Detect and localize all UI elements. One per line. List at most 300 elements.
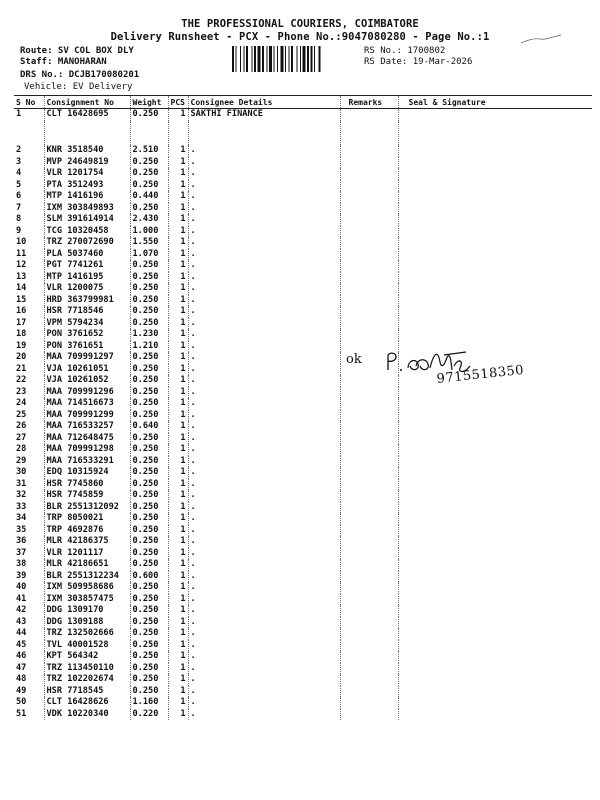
spacer-cell xyxy=(188,121,340,145)
cell-consignee: . xyxy=(188,145,340,157)
cell-signature xyxy=(398,479,592,491)
cell-remarks xyxy=(340,502,398,514)
cell-signature xyxy=(398,490,592,502)
cell-sno: 24 xyxy=(16,398,27,408)
cell-signature xyxy=(398,513,592,525)
cell-weight: 1.160 xyxy=(130,697,168,709)
cell-remarks xyxy=(340,663,398,675)
cell-consignment: PON 3761652 xyxy=(44,329,130,341)
vehicle-label: Vehicle: EV Delivery xyxy=(24,82,133,92)
cell-remarks xyxy=(340,548,398,560)
cell-sno: 33 xyxy=(16,501,27,512)
table-row xyxy=(14,605,592,617)
table-body xyxy=(14,109,592,721)
cell-pcs: 1 xyxy=(168,605,188,617)
barcode-bar xyxy=(236,46,237,72)
cell-pcs: 1 xyxy=(168,318,188,330)
col-header-weight: Weight xyxy=(130,96,168,109)
cell-consignee: . xyxy=(188,525,340,537)
col-header-consignment: Consignment No xyxy=(44,96,130,109)
cell-pcs: 1 xyxy=(168,237,188,249)
cell-weight: 0.640 xyxy=(130,421,168,433)
table-row xyxy=(14,306,592,318)
table-row xyxy=(14,709,592,721)
col-header-sno: S No xyxy=(14,96,44,109)
cell-sno: 48 xyxy=(16,674,27,684)
cell-remarks xyxy=(340,237,398,249)
table-row xyxy=(14,203,592,215)
cell-pcs: 1 xyxy=(168,341,188,353)
cell-weight: 0.220 xyxy=(130,709,168,721)
cell-signature xyxy=(398,237,592,249)
cell-consignment: VJA 10261051 xyxy=(44,364,130,376)
cell-consignment: MAA 709991299 xyxy=(44,410,130,422)
table-row xyxy=(14,571,592,583)
table-row xyxy=(14,559,592,571)
cell-weight: 2.430 xyxy=(130,214,168,226)
cell-sno: 21 xyxy=(16,363,27,374)
handwritten-phone: 9715518350 xyxy=(436,362,525,387)
barcode-bar xyxy=(244,46,245,72)
cell-remarks xyxy=(340,686,398,698)
cell-consignment: MTP 1416196 xyxy=(44,191,130,203)
cell-remarks xyxy=(340,479,398,491)
cell-remarks xyxy=(340,617,398,629)
cell-signature xyxy=(398,433,592,445)
cell-weight: 0.250 xyxy=(130,559,168,571)
barcode-bar xyxy=(314,46,315,72)
cell-consignment: HRD 363799981 xyxy=(44,295,130,307)
cell-pcs: 1 xyxy=(168,249,188,261)
cell-remarks xyxy=(340,283,398,295)
cell-pcs: 1 xyxy=(168,283,188,295)
cell-pcs: 1 xyxy=(168,109,188,122)
cell-consignment: TRZ 270072690 xyxy=(44,237,130,249)
cell-pcs: 1 xyxy=(168,571,188,583)
cell-consignment: TRZ 113450110 xyxy=(44,663,130,675)
cell-consignee: . xyxy=(188,640,340,652)
cell-consignee: . xyxy=(188,283,340,295)
cell-weight: 0.250 xyxy=(130,352,168,364)
cell-sno: 27 xyxy=(16,432,27,443)
table-row xyxy=(14,490,592,502)
table-row xyxy=(14,341,592,353)
table-row xyxy=(14,398,592,410)
cell-sno: 32 xyxy=(16,490,27,500)
cell-consignment: HSR 7745859 xyxy=(44,490,130,502)
cell-weight: 0.250 xyxy=(130,306,168,318)
cell-consignee: . xyxy=(188,686,340,698)
cell-sno: 2 xyxy=(16,145,22,155)
table-row xyxy=(14,272,592,284)
cell-sno: 29 xyxy=(16,455,27,466)
table-spacer-row xyxy=(14,121,592,145)
cell-sno: 50 xyxy=(16,697,27,707)
cell-weight: 0.250 xyxy=(130,617,168,629)
cell-consignee: . xyxy=(188,663,340,675)
cell-consignee: . xyxy=(188,479,340,491)
cell-weight: 0.250 xyxy=(130,536,168,548)
cell-consignment: TRZ 132502666 xyxy=(44,628,130,640)
cell-signature xyxy=(398,410,592,422)
cell-signature xyxy=(398,582,592,594)
cell-sno: 42 xyxy=(16,605,27,615)
table-row xyxy=(14,191,592,203)
cell-pcs: 1 xyxy=(168,697,188,709)
cell-consignee: . xyxy=(188,651,340,663)
cell-signature xyxy=(398,571,592,583)
cell-sno: 8 xyxy=(16,214,22,224)
cell-sno: 44 xyxy=(16,628,27,638)
cell-weight: 0.250 xyxy=(130,375,168,387)
cell-consignee: . xyxy=(188,364,340,376)
table-row xyxy=(14,249,592,261)
cell-sno: 6 xyxy=(16,191,22,201)
cell-sno: 31 xyxy=(16,478,27,489)
col-header-pcs: PCS xyxy=(168,96,188,109)
table-row xyxy=(14,180,592,192)
table-row xyxy=(14,260,592,272)
handwritten-ok: ok xyxy=(346,352,362,367)
cell-consignee: . xyxy=(188,628,340,640)
table-row xyxy=(14,318,592,330)
cell-consignee: . xyxy=(188,398,340,410)
cell-consignee: . xyxy=(188,387,340,399)
cell-consignment: VDK 10220340 xyxy=(44,709,130,721)
cell-remarks xyxy=(340,651,398,663)
cell-remarks xyxy=(340,594,398,606)
cell-weight: 0.250 xyxy=(130,513,168,525)
cell-sno: 51 xyxy=(16,708,27,719)
cell-consignment: MLR 42186375 xyxy=(44,536,130,548)
table-row xyxy=(14,536,592,548)
col-header-signature: Seal & Signature xyxy=(398,96,592,109)
cell-consignee: . xyxy=(188,410,340,422)
cell-remarks xyxy=(340,709,398,721)
cell-consignee: . xyxy=(188,456,340,468)
cell-weight: 0.250 xyxy=(130,318,168,330)
cell-signature xyxy=(398,548,592,560)
table-row xyxy=(14,502,592,514)
barcode-bar xyxy=(267,46,268,72)
cell-consignment: BLR 2551312092 xyxy=(44,502,130,514)
cell-weight: 0.250 xyxy=(130,433,168,445)
cell-remarks xyxy=(340,536,398,548)
cell-signature xyxy=(398,640,592,652)
cell-remarks xyxy=(340,168,398,180)
cell-sno: 10 xyxy=(16,237,27,247)
cell-signature xyxy=(398,214,592,226)
table-row xyxy=(14,283,592,295)
cell-consignee: . xyxy=(188,433,340,445)
cell-consignment: IXM 303849893 xyxy=(44,203,130,215)
cell-sno: 35 xyxy=(16,524,27,535)
barcode-bar xyxy=(281,46,284,72)
table-row xyxy=(14,157,592,169)
cell-consignment: MAA 716533257 xyxy=(44,421,130,433)
cell-weight: 1.070 xyxy=(130,249,168,261)
cell-consignment: MAA 709991296 xyxy=(44,387,130,399)
table-row xyxy=(14,295,592,307)
cell-weight: 0.250 xyxy=(130,490,168,502)
cell-pcs: 1 xyxy=(168,203,188,215)
cell-remarks xyxy=(340,513,398,525)
cell-pcs: 1 xyxy=(168,214,188,226)
barcode-bar xyxy=(274,46,275,72)
cell-consignment: MAA 709991298 xyxy=(44,444,130,456)
cell-remarks xyxy=(340,433,398,445)
table-row xyxy=(14,640,592,652)
table-row xyxy=(14,651,592,663)
cell-consignment: TCG 10320458 xyxy=(44,226,130,238)
cell-weight: 1.210 xyxy=(130,341,168,353)
rs-date: RS Date: 19-Mar-2026 xyxy=(364,57,473,67)
cell-consignee: . xyxy=(188,502,340,514)
cell-pcs: 1 xyxy=(168,548,188,560)
cell-consignee: . xyxy=(188,605,340,617)
cell-sno: 47 xyxy=(16,662,27,673)
cell-consignee: . xyxy=(188,444,340,456)
col-header-remarks: Remarks xyxy=(340,96,398,109)
cell-consignment: VLR 1200075 xyxy=(44,283,130,295)
cell-pcs: 1 xyxy=(168,686,188,698)
cell-consignee: . xyxy=(188,341,340,353)
cell-signature xyxy=(398,329,592,341)
cell-sno: 41 xyxy=(16,593,27,604)
cell-pcs: 1 xyxy=(168,594,188,606)
cell-consignee: . xyxy=(188,559,340,571)
cell-signature xyxy=(398,387,592,399)
cell-consignee: . xyxy=(188,295,340,307)
cell-consignment: MAA 712648475 xyxy=(44,433,130,445)
spacer-cell xyxy=(130,121,168,145)
cell-signature xyxy=(398,444,592,456)
cell-sno: 45 xyxy=(16,639,27,650)
cell-consignee: . xyxy=(188,352,340,364)
cell-sno: 25 xyxy=(16,409,27,420)
cell-weight: 0.250 xyxy=(130,605,168,617)
cell-signature xyxy=(398,226,592,238)
cell-pcs: 1 xyxy=(168,272,188,284)
cell-consignee: . xyxy=(188,214,340,226)
table-row xyxy=(14,525,592,537)
cell-sno: 36 xyxy=(16,536,27,546)
barcode-bar xyxy=(300,46,301,72)
cell-weight: 1.000 xyxy=(130,226,168,238)
cell-weight: 0.250 xyxy=(130,283,168,295)
cell-weight: 0.250 xyxy=(130,467,168,479)
cell-weight: 0.250 xyxy=(130,444,168,456)
cell-consignment: MAA 714516673 xyxy=(44,398,130,410)
cell-consignee: . xyxy=(188,582,340,594)
cell-remarks xyxy=(340,203,398,215)
table-row xyxy=(14,697,592,709)
table-row xyxy=(14,582,592,594)
cell-weight: 0.250 xyxy=(130,663,168,675)
cell-consignee: . xyxy=(188,571,340,583)
cell-sno: 14 xyxy=(16,283,27,293)
cell-consignee: . xyxy=(188,697,340,709)
cell-signature xyxy=(398,697,592,709)
cell-sno: 40 xyxy=(16,582,27,592)
cell-weight: 0.250 xyxy=(130,410,168,422)
cell-weight: 0.250 xyxy=(130,548,168,560)
cell-consignee: . xyxy=(188,617,340,629)
cell-signature xyxy=(398,318,592,330)
cell-signature xyxy=(398,421,592,433)
cell-pcs: 1 xyxy=(168,375,188,387)
cell-sno: 26 xyxy=(16,421,27,431)
cell-signature xyxy=(398,594,592,606)
cell-remarks xyxy=(340,180,398,192)
cell-remarks xyxy=(340,582,398,594)
barcode-bar xyxy=(319,46,321,72)
cell-pcs: 1 xyxy=(168,352,188,364)
cell-weight: 0.250 xyxy=(130,109,168,122)
barcode-bar xyxy=(262,46,264,72)
cell-signature xyxy=(398,295,592,307)
cell-signature xyxy=(398,306,592,318)
table-row xyxy=(14,237,592,249)
cell-signature xyxy=(398,502,592,514)
cell-sno: 37 xyxy=(16,547,27,558)
cell-consignee: . xyxy=(188,329,340,341)
cell-consignee: . xyxy=(188,249,340,261)
cell-signature xyxy=(398,628,592,640)
cell-signature xyxy=(398,617,592,629)
staff-label: Staff: MANOHARAN xyxy=(20,57,107,67)
cell-consignee: . xyxy=(188,594,340,606)
table-row xyxy=(14,387,592,399)
cell-remarks xyxy=(340,157,398,169)
cell-consignment: MTP 1416195 xyxy=(44,272,130,284)
cell-weight: 0.250 xyxy=(130,157,168,169)
table-row xyxy=(14,674,592,686)
spacer-cell xyxy=(44,121,130,145)
cell-consignment: CLT 16428626 xyxy=(44,697,130,709)
cell-consignment: KNR 3518540 xyxy=(44,145,130,157)
cell-consignment: TRP 8050021 xyxy=(44,513,130,525)
cell-consignment: CLT 16428695 xyxy=(44,109,130,122)
cell-consignee: SAKTHI FINANCE xyxy=(188,109,340,122)
cell-consignee: . xyxy=(188,674,340,686)
rs-number: RS No.: 1700802 xyxy=(364,46,446,56)
cell-consignment: MAA 716533291 xyxy=(44,456,130,468)
cell-consignee: . xyxy=(188,180,340,192)
cell-signature xyxy=(398,559,592,571)
table-row xyxy=(14,628,592,640)
cell-signature xyxy=(398,157,592,169)
cell-signature xyxy=(398,109,592,122)
cell-consignment: PTA 3512493 xyxy=(44,180,130,192)
table-row xyxy=(14,214,592,226)
cell-weight: 0.600 xyxy=(130,571,168,583)
cell-pcs: 1 xyxy=(168,490,188,502)
cell-consignee: . xyxy=(188,237,340,249)
cell-weight: 0.250 xyxy=(130,260,168,272)
cell-consignment: DDG 1309170 xyxy=(44,605,130,617)
cell-consignment: PGT 7741261 xyxy=(44,260,130,272)
barcode-bar xyxy=(254,46,256,72)
cell-consignment: TRP 4692876 xyxy=(44,525,130,537)
cell-sno: 7 xyxy=(16,202,22,213)
cell-sno: 9 xyxy=(16,225,22,236)
cell-signature xyxy=(398,191,592,203)
cell-remarks xyxy=(340,329,398,341)
cell-weight: 2.510 xyxy=(130,145,168,157)
cell-sno: 28 xyxy=(16,444,27,454)
cell-remarks xyxy=(340,697,398,709)
cell-signature xyxy=(398,168,592,180)
cell-remarks xyxy=(340,421,398,433)
cell-consignment: KPT 564342 xyxy=(44,651,130,663)
cell-consignment: HSR 7718546 xyxy=(44,306,130,318)
cell-weight: 0.250 xyxy=(130,640,168,652)
cell-remarks xyxy=(340,490,398,502)
cell-pcs: 1 xyxy=(168,145,188,157)
cell-weight: 0.250 xyxy=(130,387,168,399)
drs-number: DRS No.: DCJB170080201 xyxy=(20,70,140,80)
cell-remarks xyxy=(340,605,398,617)
cell-pcs: 1 xyxy=(168,628,188,640)
cell-consignment: VJA 10261052 xyxy=(44,375,130,387)
cell-consignment: IXM 509958686 xyxy=(44,582,130,594)
cell-consignment: DDG 1309188 xyxy=(44,617,130,629)
cell-signature xyxy=(398,283,592,295)
cell-weight: 0.440 xyxy=(130,191,168,203)
cell-remarks xyxy=(340,456,398,468)
cell-signature xyxy=(398,525,592,537)
cell-signature xyxy=(398,674,592,686)
table-row xyxy=(14,226,592,238)
cell-sno: 5 xyxy=(16,179,22,190)
cell-remarks xyxy=(340,674,398,686)
table-row xyxy=(14,617,592,629)
cell-signature xyxy=(398,249,592,261)
cell-signature xyxy=(398,145,592,157)
cell-sno: 43 xyxy=(16,616,27,627)
cell-consignment: EDQ 10315924 xyxy=(44,467,130,479)
cell-remarks xyxy=(340,398,398,410)
cell-pcs: 1 xyxy=(168,582,188,594)
table-row xyxy=(14,663,592,675)
cell-pcs: 1 xyxy=(168,398,188,410)
spacer-cell xyxy=(398,121,592,145)
cell-remarks xyxy=(340,571,398,583)
cell-signature xyxy=(398,651,592,663)
spacer-cell xyxy=(14,121,44,145)
cell-pcs: 1 xyxy=(168,467,188,479)
cell-remarks xyxy=(340,214,398,226)
cell-consignment: TRZ 102202674 xyxy=(44,674,130,686)
cell-pcs: 1 xyxy=(168,536,188,548)
cell-pcs: 1 xyxy=(168,674,188,686)
table-row xyxy=(14,168,592,180)
cell-weight: 0.250 xyxy=(130,651,168,663)
cell-weight: 0.250 xyxy=(130,364,168,376)
table-row xyxy=(14,548,592,560)
barcode-bar xyxy=(311,46,313,72)
cell-sno: 1 xyxy=(16,109,22,120)
cell-weight: 0.250 xyxy=(130,180,168,192)
cell-consignee: . xyxy=(188,318,340,330)
cell-sno: 46 xyxy=(16,651,27,661)
cell-weight: 0.250 xyxy=(130,628,168,640)
cell-remarks xyxy=(340,306,398,318)
cell-consignment: MAA 709991297 xyxy=(44,352,130,364)
cell-sno: 17 xyxy=(16,317,27,328)
cell-remarks xyxy=(340,628,398,640)
